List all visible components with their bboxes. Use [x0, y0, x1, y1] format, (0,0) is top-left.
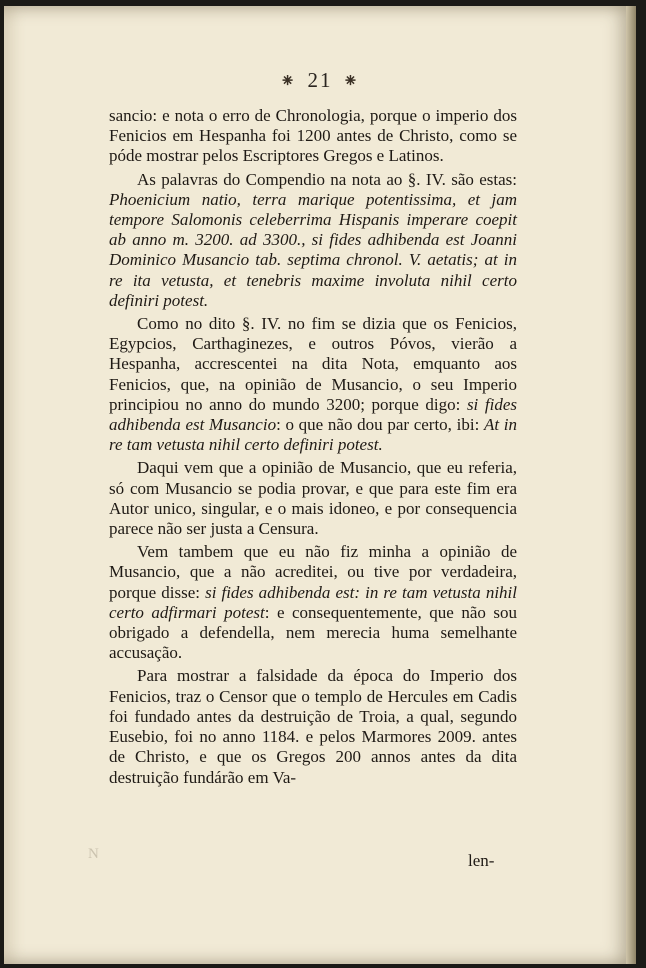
- text-run: Como no dito §. IV. no fim se dizia que os Fenicios, Egypcios, Carthaginezes, e outros Póvos, vierão a Hespanha, accrescentei na dita Nota, emquanto aos Fenicios, que, na opinião de Musancio, o seu Imperio principiou no anno do mundo 3200; porque digo:: [109, 314, 517, 414]
- text-run: As palavras do Compendio na nota ao §. IV. são estas:: [137, 169, 517, 189]
- page-header: [4, 68, 636, 93]
- right-ornament-icon: ⁕: [342, 71, 361, 92]
- latin-quotation: At in re tam vetusta nihil certo definiri potest.: [109, 415, 517, 455]
- text-run: : o que não dou par certo, ibi:: [276, 415, 484, 435]
- text-run: sancio: e nota o erro de Chronologia, porque o imperio dos Fenicios em Hespanha foi 1200 antes de Christo, como se póde mostrar pelos Escriptores Gregos e Latinos.: [109, 106, 517, 166]
- paragraph: [109, 314, 517, 455]
- paragraph: [109, 458, 517, 539]
- text-run: Vem tambem que eu não fiz minha a opinião de Musancio, que a não acreditei, ou tive por verdadeira, porque disse:: [109, 542, 517, 602]
- left-ornament-icon: ⁕: [279, 71, 298, 92]
- bleed-through-text: N: [88, 846, 99, 862]
- body-text: [109, 106, 517, 788]
- paragraph: [109, 170, 517, 311]
- paragraph: [109, 106, 517, 167]
- book-page: [4, 6, 636, 964]
- latin-quotation: si fides adhibenda est Musancio: [109, 394, 517, 435]
- latin-quotation: si fides adhibenda est: in re tam vetusta nihil certo adfirmari potest: [109, 582, 517, 622]
- text-run: : e consequentemente, que não sou obrigado a defendella, nem merecia huma semelhante accusação.: [109, 602, 517, 663]
- text-run: Daqui vem que a opinião de Musancio, que eu referia, só com Musancio se podia provar, e que para este fim era Autor unico, singular, e o mais idoneo, e por consequencia parece não ser justa a Censura.: [109, 458, 517, 539]
- catchword: len-: [468, 851, 495, 870]
- text-run: Para mostrar a falsidade da época do Imperio dos Fenicios, traz o Censor que o templo de Hercules em Cadis foi fundado antes da destruição de Troia, a qual, segundo Eusebio, foi no anno 1184. e pelos Marmores 2009. antes de Christo, e que os Gregos 200 annos antes da dita destruição fundárão em Va-: [109, 666, 517, 787]
- latin-quotation: Phoenicium natio, terra marique potentissima, et jam tempore Salomonis celeberrima Hispanis imperare coepit ab anno m. 3200. ad 3300., si fides adhibenda est Joanni Dominico Musancio tab. septima chronol. V. aetatis; at in re ita vetusta, et tenebris maxime involuta nihil certo definiri potest.: [109, 189, 517, 310]
- paragraph: [109, 542, 517, 663]
- page-edge: [626, 6, 636, 964]
- page-number: 21: [307, 68, 333, 92]
- paragraph: [109, 666, 517, 787]
